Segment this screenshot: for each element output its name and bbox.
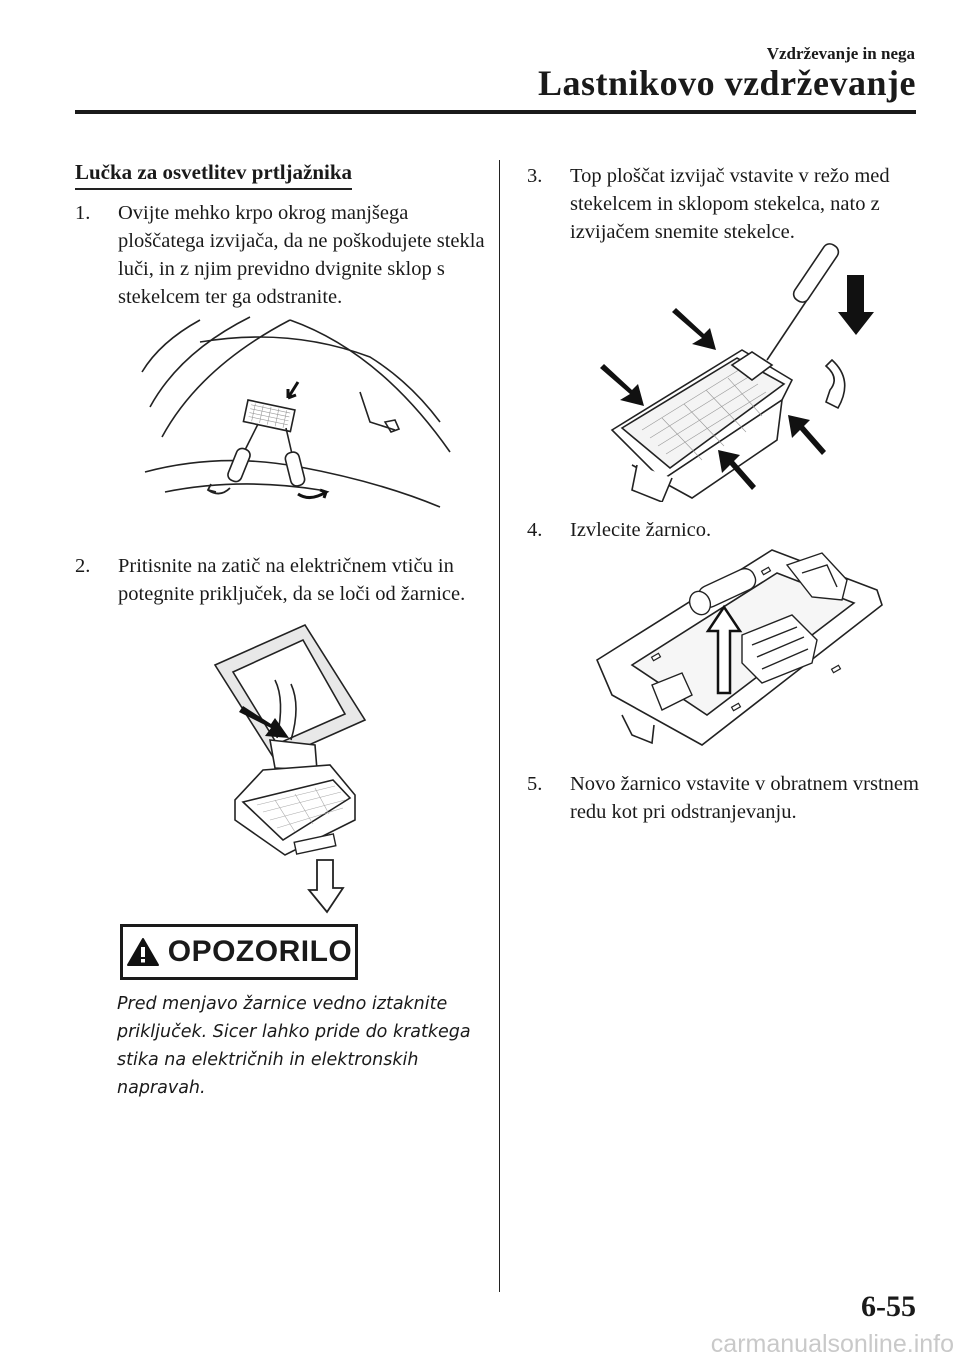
lens-removal-illustration	[140, 312, 460, 512]
lens-prying-illustration	[592, 240, 882, 502]
step-text: Izvlecite žarnico.	[570, 519, 712, 541]
step-text: Pritisnite na zatič na električnem vtiču in potegnite priključek, da se loči od žarnice.	[118, 555, 466, 605]
step-number: 3.	[527, 165, 543, 187]
connector-removal-illustration	[205, 620, 370, 915]
warning-text: Pred menjavo žarnice vedno iztaknite priključek. Sicer lahko pride do kratkega stika na električnih in elektronskih napravah.	[117, 994, 471, 1098]
step-number: 1.	[75, 202, 91, 224]
step-text: Novo žarnico vstavite v obratnem vrstnem redu kot pri odstranjevanju.	[570, 773, 919, 823]
header-rule	[75, 110, 916, 114]
step-5	[527, 770, 927, 826]
step-text: Top ploščat izvijač vstavite v režo med stekelcem in sklopom stekelca, nato z izvijačem snemite stekelce.	[570, 165, 890, 243]
page-number: 6-55	[861, 1290, 916, 1323]
column-divider	[499, 160, 500, 1292]
section-heading: Lučka za osvetlitev prtljažnika	[75, 160, 352, 190]
chapter-title: Lastnikovo vzdrževanje	[538, 63, 916, 103]
step-number: 2.	[75, 555, 91, 577]
warning-box	[120, 924, 358, 980]
step-text: Ovijte mehko krpo okrog manjšega ploščatega izvijača, da ne poškodujete stekla luči, in z njim previdno dvignite sklop s stekelcem ter ga odstranite.	[118, 202, 485, 308]
step-number: 4.	[527, 519, 543, 541]
step-2	[75, 552, 485, 608]
watermark: carmanualsonline.info	[710, 1330, 954, 1358]
warning-triangle-icon	[126, 937, 160, 967]
step-number: 5.	[527, 773, 543, 795]
step-4	[527, 516, 927, 544]
chapter-subtitle: Vzdrževanje in nega	[766, 44, 915, 63]
step-1	[75, 199, 485, 311]
step-3	[527, 162, 927, 246]
warning-label: OPOZORILO	[167, 935, 353, 968]
bulb-removal-illustration	[592, 545, 884, 755]
